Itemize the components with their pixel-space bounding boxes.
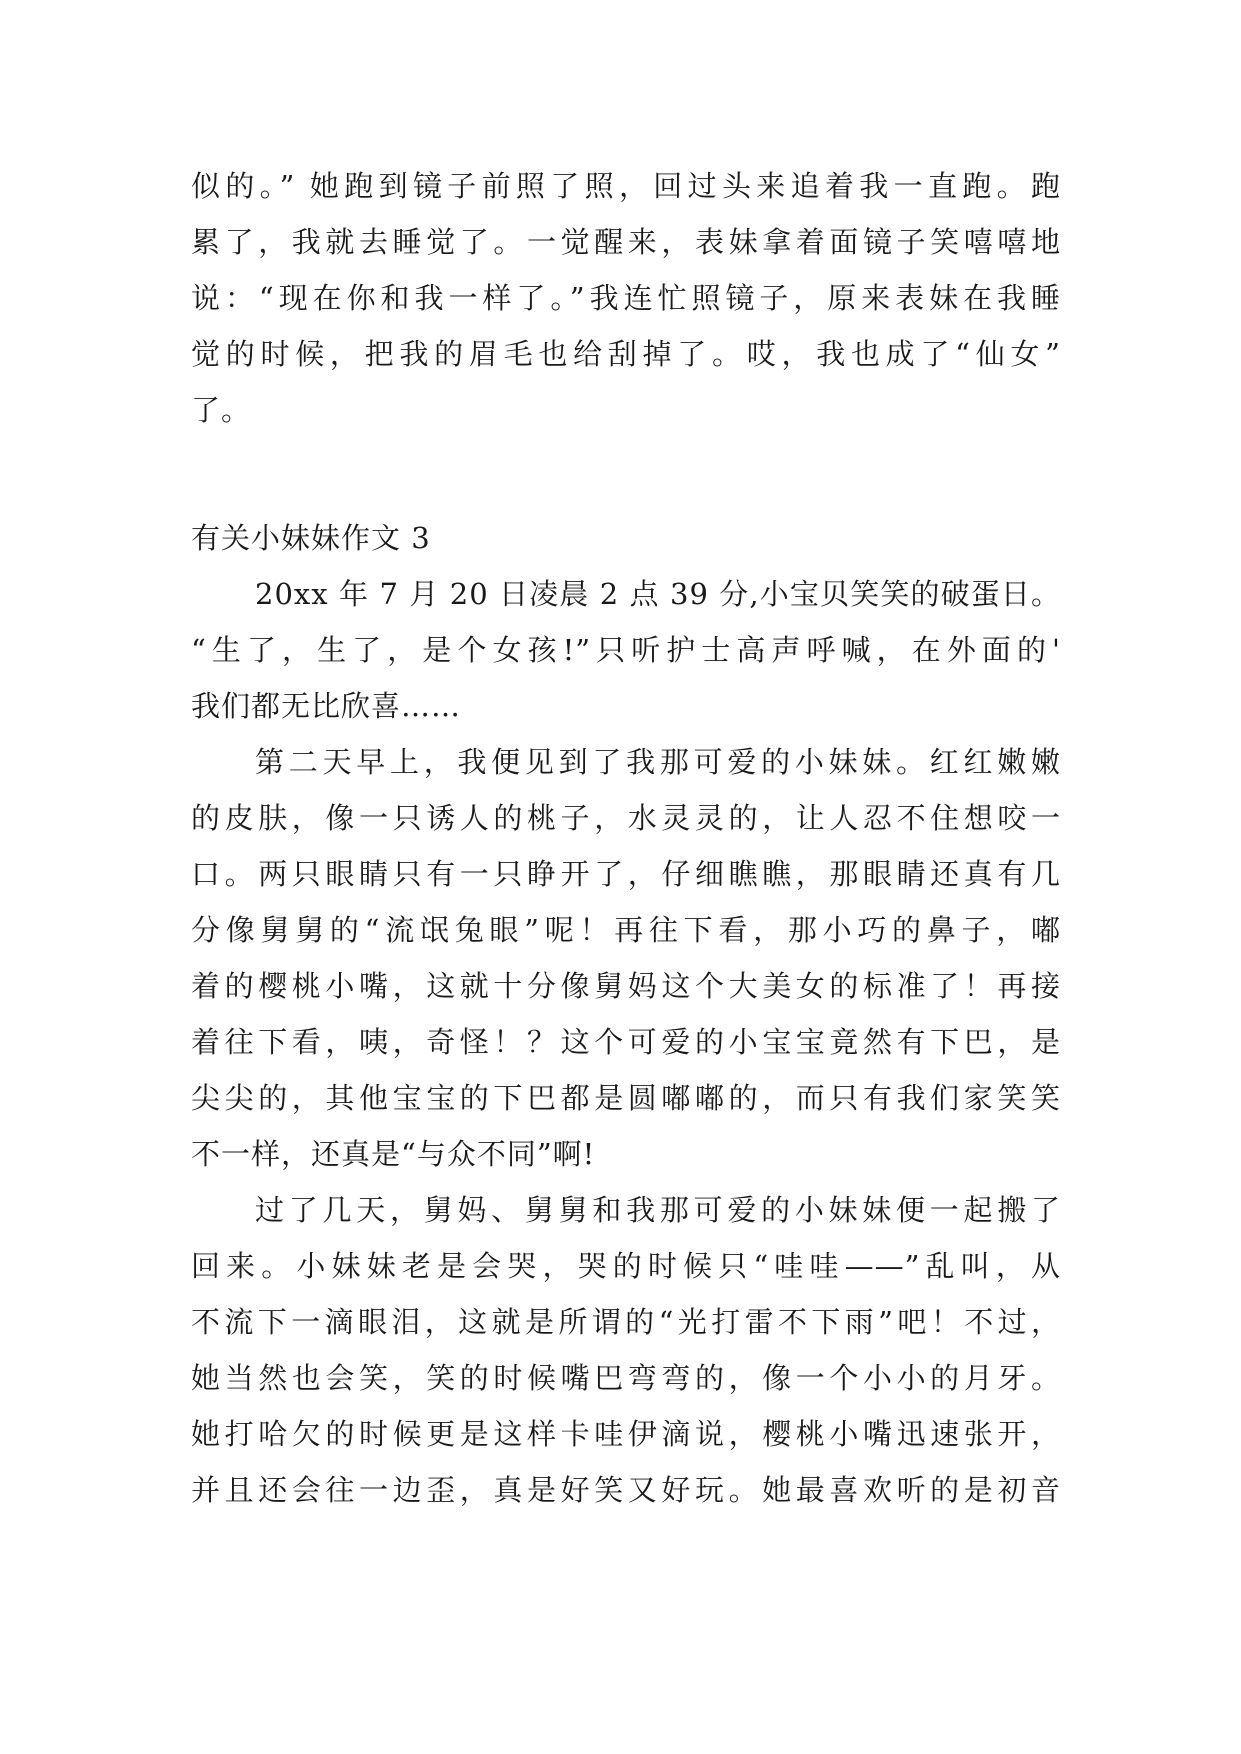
text-line: 累了，我就去睡觉了。一觉醒来，表妹拿着面镜子笑嘻嘻地 — [191, 225, 1061, 259]
text-line: 分像舅舅的“流氓兔眼”呢！再往下看，那小巧的鼻子，嘟 — [191, 913, 1061, 947]
essay-body — [191, 566, 1061, 1518]
text-line: 着往下看，咦，奇怪！？这个可爱的小宝宝竟然有下巴，是 — [191, 1025, 1061, 1059]
text-line: 20xx 年 7 月 20 日凌晨 2 点 39 分,小宝贝笑笑的破蛋日。 — [255, 577, 1061, 611]
text-line: 并且还会往一边歪，真是好笑又好玩。她最喜欢听的是初音 — [191, 1473, 1061, 1507]
text-line: “生了，生了，是个女孩!”只听护士高声呼喊，在外面的' — [191, 633, 1061, 667]
text-line: 似的。” 她跑到镜子前照了照，回过头来追着我一直跑。跑 — [191, 169, 1061, 203]
text-line: 觉的时候，把我的眉毛也给刮掉了。哎，我也成了“仙女” — [191, 337, 1061, 371]
text-line: 她当然也会笑，笑的时候嘴巴弯弯的，像一个小小的月牙。 — [191, 1361, 1061, 1395]
paragraph-3 — [191, 1182, 1061, 1518]
text-line: 的皮肤，像一只诱人的桃子，水灵灵的，让人忍不住想咬一 — [191, 801, 1061, 835]
text-line: 说：“现在你和我一样了。”我连忙照镜子，原来表妹在我睡 — [191, 281, 1061, 315]
text-line: 她打哈欠的时候更是这样卡哇伊滴说，樱桃小嘴迅速张开， — [191, 1417, 1061, 1451]
text-line: 了。 — [191, 393, 252, 427]
text-line: 不一样，还真是“与众不同”啊! — [191, 1137, 596, 1171]
essay-heading — [191, 510, 1061, 566]
text-line: 第二天早上，我便见到了我那可爱的小妹妹。红红嫩嫩 — [255, 745, 1061, 779]
text-line: 口。两只眼睛只有一只睁开了，仔细瞧瞧，那眼睛还真有几 — [191, 857, 1061, 891]
continued-paragraph — [191, 158, 1061, 438]
text-line: 尖尖的，其他宝宝的下巴都是圆嘟嘟的，而只有我们家笑笑 — [191, 1081, 1061, 1115]
paragraph-2 — [191, 734, 1061, 1182]
paragraph-1 — [191, 566, 1061, 734]
text-line: 回来。小妹妹老是会哭，哭的时候只“哇哇——”乱叫，从 — [191, 1249, 1061, 1283]
essay-title: 有关小妹妹作文 3 — [191, 521, 431, 555]
text-line: 过了几天，舅妈、舅舅和我那可爱的小妹妹便一起搬了 — [255, 1193, 1061, 1227]
text-line: 不流下一滴眼泪，这就是所谓的“光打雷不下雨”吧！不过， — [191, 1305, 1061, 1339]
text-line: 着的樱桃小嘴，这就十分像舅妈这个大美女的标准了！再接 — [191, 969, 1061, 1003]
text-line: 我们都无比欣喜…… — [191, 689, 462, 723]
